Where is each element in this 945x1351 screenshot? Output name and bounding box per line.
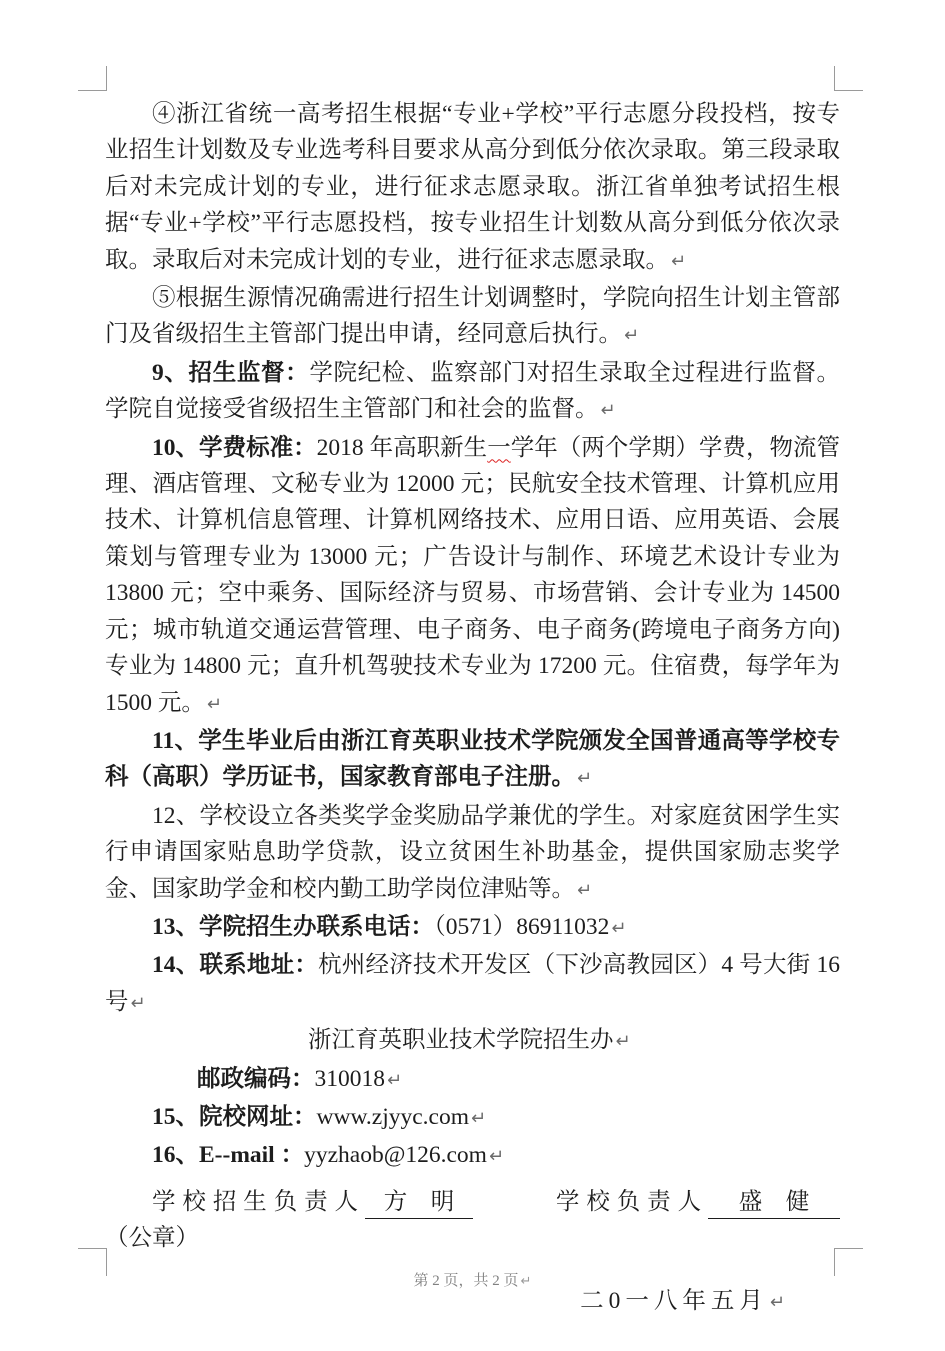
text-run: 16、E--mail ：	[152, 1142, 305, 1169]
paragraph-mark-icon: ↵	[615, 1031, 631, 1053]
text-run: ④浙江省统一高考招生根据“专业+学校”平行志愿分段投档，按专业招生计划数及专业选考科目要求从高分到低分依次录取。第三段录取后对未完成计划的专业，进行征求志愿录取。浙江省单独考试招生根据“专业+学校”平行志愿投档，按专业招生计划数从高分到低分依次录取。录取后对未完成计划的专业，进行征求志愿录取。	[105, 101, 840, 273]
paragraph-mark-icon: ↵	[611, 917, 627, 939]
text-run: 12、学校设立各类奖学金奖励品学兼优的学生。对家庭贫困学生实行申请国家贴息助学贷款，设立贫困生补助基金，提供国家励志奖学金、国家助学金和校内勤工助学岗位津贴等。	[105, 802, 840, 902]
text-run: 13、学院招生办联系电话：	[152, 913, 434, 940]
page-number-label: 第 2 页，共 2 页	[413, 1273, 519, 1289]
paragraph	[105, 1022, 840, 1060]
text-run: 邮政编码：	[197, 1065, 315, 1092]
paragraph-mark-icon: ↵	[471, 1107, 487, 1129]
text-run: 11、学生毕业后由浙江育英职业技术学院颁发全国普通高等学校专科（高职）学历证书，国家教育部电子注册。	[105, 727, 840, 791]
paragraph	[105, 909, 840, 947]
text-run: 学校招生负责人	[152, 1188, 365, 1215]
paragraph-mark-icon: ↵	[671, 250, 687, 272]
paragraph	[105, 947, 840, 1022]
paragraph	[105, 1137, 840, 1175]
text-run: 学年（两个学期）学费，物流管理、酒店管理、文秘专业为 12000 元；民航安全技术管理、计算机应用技术、计算机信息管理、计算机网络技术、应用日语、应用英语、会展策划与管理专业为 13000 元；广告设计与制作、环境艺术设计专业为 13800 元；空中乘务、国际经济与贸易、市场营销、会计专业为 14500 元；城市轨道交通运营管理、电子商务、电子商务(跨境电子商务方向)专业为 14800 元；直升机驾驶技术专业为 17200 元。住宿费，每学年为 1500 元。	[105, 434, 841, 716]
text-run: 15、院校网址：	[152, 1103, 317, 1130]
paragraph	[105, 798, 840, 909]
paragraph-mark-icon: ↵	[520, 1274, 532, 1289]
paragraph	[105, 355, 840, 430]
paragraph-mark-icon: ↵	[387, 1069, 403, 1091]
text-run: 14、联系地址：	[152, 952, 319, 979]
paragraph-mark-icon: ↵	[206, 693, 222, 715]
paragraph-mark-icon: ↵	[130, 992, 146, 1014]
paragraph	[105, 280, 840, 355]
paragraph	[105, 430, 840, 723]
paragraph	[105, 1176, 840, 1184]
text-run: 9、招生监督：	[152, 359, 310, 386]
paragraph	[105, 1099, 840, 1137]
text-run: 杭州经济技术开发区（下沙高教园区）4 号大街 16 号	[105, 952, 841, 1015]
text-run: yyzhaob@126.com	[304, 1142, 487, 1169]
text-run: 学院纪检、监察部门对招生录取全过程进行监督。学院自觉接受省级招生主管部门和社会的监督。	[105, 359, 840, 423]
text-run: （0571）86911032	[434, 913, 610, 940]
margin-crop-mark-top-right	[834, 66, 863, 91]
paragraph	[105, 723, 840, 798]
paragraph-mark-icon: ↵	[769, 1291, 790, 1313]
text-run: （公章）	[105, 1225, 199, 1252]
paragraph-mark-icon: ↵	[488, 1146, 505, 1168]
text-run: 10、学费标准：	[152, 434, 317, 461]
paragraph-mark-icon: ↵	[577, 879, 593, 901]
paragraph-mark-icon: ↵	[577, 768, 593, 790]
signature-line	[105, 1184, 840, 1257]
signature-blank: 方 明	[365, 1187, 473, 1219]
text-run: 一	[487, 434, 511, 461]
text-run: 学校负责人	[548, 1188, 709, 1215]
text-run: 浙江育英职业技术学院招生办	[308, 1027, 614, 1054]
text-run: www.zjyyc.com	[316, 1103, 469, 1130]
text-run: 310018	[314, 1065, 385, 1092]
paragraph	[105, 1061, 840, 1099]
paragraph-mark-icon: ↵	[624, 325, 640, 347]
text-run: 二0一八年五月	[580, 1287, 768, 1314]
margin-crop-mark-top-left	[78, 66, 107, 91]
paragraph	[105, 96, 840, 280]
signature-blank: 盛 健	[708, 1187, 840, 1219]
document-body	[105, 96, 840, 1321]
text-run: 2018 年高职新生	[316, 434, 488, 461]
page-footer	[0, 1271, 945, 1292]
text-run: ⑤根据生源情况确需进行招生计划调整时，学院向招生计划主管部门及省级招生主管部门提出申请，经同意后执行。	[105, 285, 840, 348]
paragraph-mark-icon: ↵	[600, 400, 616, 422]
